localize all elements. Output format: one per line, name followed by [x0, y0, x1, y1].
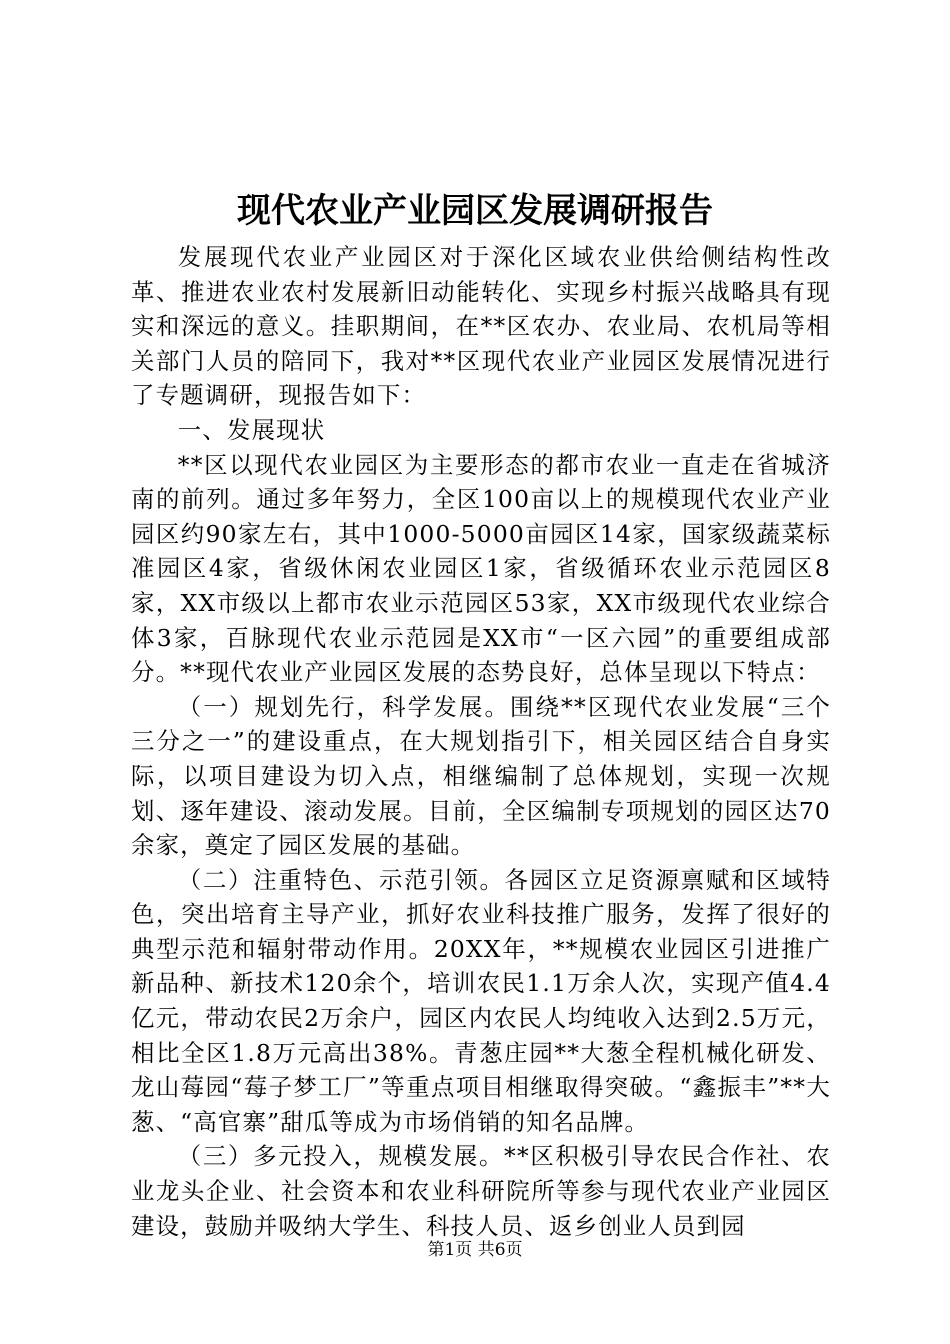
- intro-paragraph: 发展现代农业产业园区对于深化区域农业供给侧结构性改革、推进农业农村发展新旧动能转化、实现乡村振兴战略具有现实和深远的意义。挂职期间，在**区农办、农业局、农机局等相关部门人员的陪同下，我对**区现代农业产业园区发展情况进行了专题调研，现报告如下：: [131, 243, 831, 410]
- status-paragraph: **区以现代农业园区为主要形态的都市农业一直走在省城济南的前列。通过多年努力，全区100亩以上的规模现代农业产业园区约90家左右，其中1000-5000亩园区14家，国家级蔬菜标准园区4家，省级休闲农业园区1家，省级循环农业示范园区8家，XX市级以上都市农业示范园区53家，XX市级现代农业综合体3家，百脉现代农业示范园是XX市“一区六园”的重要组成部分。**现代农业产业园区发展的态势良好，总体呈现以下特点：: [131, 450, 831, 687]
- feature-paragraph-3: （三）多元投入，规模发展。**区积极引导农民合作社、农业龙头企业、社会资本和农业科研院所等参与现代农业产业园区建设，鼓励并吸纳大学生、科技人员、返乡创业人员到园: [131, 1142, 831, 1240]
- section-heading: 一、发展现状: [177, 415, 326, 444]
- feature-paragraph-1: （一）规划先行，科学发展。围绕**区现代农业发展“三个三分之一”的建设重点，在大规划指引下，相关园区结合自身实际，以项目建设为切入点，相继编制了总体规划，实现一次规划、逐年建设、滚动发展。目前，全区编制专项规划的园区达70余家，奠定了园区发展的基础。: [131, 692, 831, 860]
- document-body: [131, 240, 831, 1243]
- page-footer: 第1页 共6页: [427, 1240, 523, 1260]
- document-title: 现代农业产业园区发展调研报告: [237, 191, 713, 231]
- feature-paragraph-2: （二）注重特色、示范引领。各园区立足资源禀赋和区域特色，突出培育主导产业，抓好农业科技推广服务，发挥了很好的典型示范和辐射带动作用。20XX年，**规模农业园区引进推广新品种、新技术120余个，培训农民1.1万余人次，实现产值4.4亿元，带动农民2万余户，园区内农民人均纯收入达到2.5万元，相比全区1.8万元高出38%。青葱庄园**大葱全程机械化研发、龙山莓园“莓子梦工厂”等重点项目相继取得突破。“鑫振丰”**大葱、“高官寨”甜瓜等成为市场俏销的知名品牌。: [131, 865, 831, 1136]
